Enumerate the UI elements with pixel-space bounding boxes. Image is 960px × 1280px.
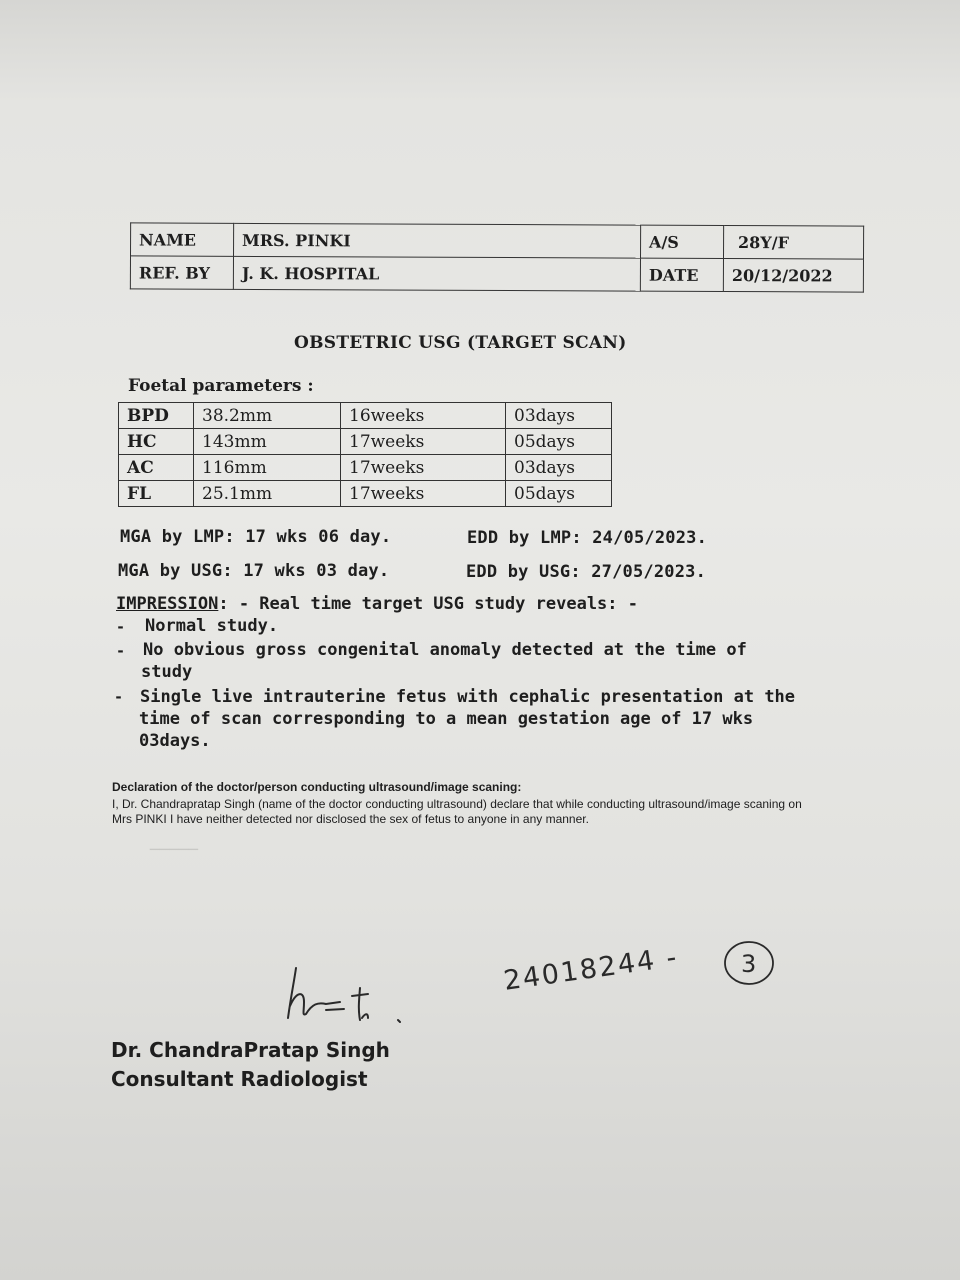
- declaration-body: I, Dr. Chandrapratap Singh (name of the doctor conducting ultrasound) declare that while conducting ultrasound/image scaning on Mrs PINKI I have neither detected nor disclosed the sex of fetus to anyone in any manner.: [112, 797, 802, 826]
- weeks-cell: 17weeks: [341, 429, 506, 455]
- bullet-2: -: [116, 642, 126, 660]
- foetal-parameters-heading: Foetal parameters :: [128, 376, 314, 396]
- circled-number-text: 3: [741, 950, 757, 978]
- signature-scribble: [282, 962, 412, 1032]
- param-cell: HC: [119, 429, 194, 455]
- impression-intro: : - Real time target USG study reveals: -: [218, 594, 638, 614]
- age-sex-label: A/S: [640, 225, 723, 258]
- doctor-designation: Consultant Radiologist: [111, 1067, 368, 1091]
- impression-item-2-cont: study: [141, 662, 193, 682]
- name-value: MRS. PINKI: [234, 223, 641, 258]
- edd-by-usg: EDD by USG: 27/05/2023.: [466, 562, 707, 582]
- age-sex-value: 28Y/F: [723, 225, 863, 259]
- param-cell: FL: [119, 481, 194, 507]
- ref-value: J. K. HOSPITAL: [233, 256, 640, 291]
- declaration-title: Declaration of the doctor/person conducting ultrasound/image scaning:: [112, 780, 522, 794]
- size-cell: 25.1mm: [194, 481, 341, 507]
- date-value: 20/12/2022: [723, 258, 863, 292]
- table-row: [119, 403, 612, 429]
- weeks-cell: 17weeks: [341, 481, 506, 507]
- patient-row-1: [131, 223, 864, 259]
- ref-label: REF. BY: [130, 256, 233, 289]
- handwritten-note: 24018244 -: [501, 941, 681, 997]
- impression-line: [116, 594, 638, 614]
- weeks-cell: 17weeks: [341, 455, 506, 481]
- impression-label: IMPRESSION: [116, 594, 219, 614]
- size-cell: 116mm: [194, 455, 341, 481]
- bullet-3: -: [114, 688, 124, 706]
- bullet-1: -: [116, 618, 126, 636]
- param-cell: BPD: [119, 403, 194, 429]
- table-row: [119, 429, 612, 455]
- doctor-signature-block: [111, 1036, 390, 1094]
- param-cell: AC: [119, 455, 194, 481]
- circled-number: [722, 938, 778, 990]
- size-cell: 143mm: [194, 429, 341, 455]
- weeks-cell: 16weeks: [341, 403, 506, 429]
- size-cell: 38.2mm: [194, 403, 341, 429]
- days-cell: 05days: [506, 481, 612, 507]
- impression-item-3: Single live intrauterine fetus with cephalic presentation at the: [140, 687, 796, 707]
- impression-item-3-cont2: 03days.: [139, 731, 211, 751]
- days-cell: 03days: [506, 455, 612, 481]
- table-row: [119, 481, 612, 507]
- report-title: OBSTETRIC USG (TARGET SCAN): [294, 333, 627, 353]
- table-row: [119, 455, 612, 481]
- edd-by-lmp: EDD by LMP: 24/05/2023.: [467, 528, 708, 548]
- mga-by-lmp: MGA by LMP: 17 wks 06 day.: [120, 527, 392, 547]
- doctor-name: Dr. ChandraPratap Singh: [111, 1038, 390, 1062]
- days-cell: 05days: [506, 429, 612, 455]
- days-cell: 03days: [506, 403, 612, 429]
- patient-row-2: [130, 256, 863, 292]
- date-label: DATE: [640, 258, 723, 291]
- impression-item-3-cont: time of scan corresponding to a mean gestation age of 17 wks: [139, 709, 754, 729]
- patient-info-table: [130, 222, 864, 292]
- impression-item-2: No obvious gross congenital anomaly detected at the time of: [143, 640, 747, 660]
- foetal-parameters-table: [118, 402, 612, 507]
- show-through-text: ─────: [150, 840, 199, 859]
- name-label: NAME: [131, 223, 234, 256]
- mga-by-usg: MGA by USG: 17 wks 03 day.: [118, 561, 390, 581]
- impression-item-1: Normal study.: [145, 616, 279, 636]
